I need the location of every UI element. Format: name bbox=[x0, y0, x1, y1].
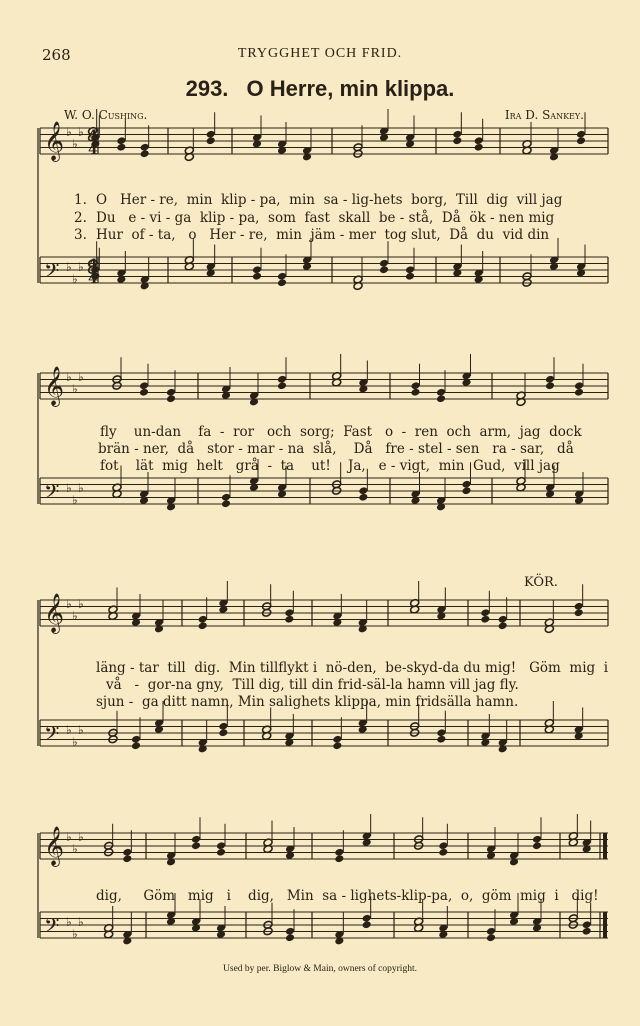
bass-clef-icon: 𝄢 bbox=[44, 914, 60, 942]
notehead bbox=[206, 136, 216, 145]
notehead bbox=[480, 615, 490, 624]
notehead bbox=[122, 854, 132, 863]
lyric-line: brän - ner, då stor - mar - na slå, Då fre - stel - sen ra - sar, då bbox=[98, 441, 574, 457]
notehead bbox=[486, 933, 496, 942]
chorus-label: KÖR. bbox=[524, 575, 558, 590]
notehead bbox=[498, 621, 508, 630]
notehead bbox=[545, 381, 555, 390]
notehead bbox=[438, 848, 448, 857]
lyric-line: fot lät mig helt grå - ta ut! Ja, e - vigt, min Gud, vill jag bbox=[100, 458, 560, 474]
lyric-line: dig, Göm mig i dig, Min sa - lighets-klip-pa, o, göm mig i dig! bbox=[96, 888, 599, 904]
notehead bbox=[191, 841, 201, 850]
treble-clef-icon: 𝄞 bbox=[44, 593, 65, 633]
notehead bbox=[532, 841, 542, 850]
copyright-notice: Used by per. Biglow & Main, owners of copyright. bbox=[223, 964, 417, 974]
notehead bbox=[574, 388, 584, 397]
flat-icon: ♭ bbox=[66, 915, 72, 929]
notehead bbox=[252, 272, 262, 281]
flat-icon: ♭ bbox=[66, 597, 72, 611]
flat-icon: ♭ bbox=[78, 723, 84, 737]
flat-icon: ♭ bbox=[78, 125, 84, 139]
flat-icon: ♭ bbox=[72, 735, 78, 749]
lyric-line: 2. Du e - vi - ga klip - pa, som fast skall be - stå, Då ök - nen mig bbox=[74, 210, 555, 226]
page-number: 268 bbox=[42, 46, 71, 64]
notehead bbox=[116, 143, 126, 152]
hymn-title-text: O Herre, min klippa. bbox=[246, 76, 455, 101]
flat-icon: ♭ bbox=[66, 830, 72, 844]
flat-icon: ♭ bbox=[72, 609, 78, 623]
notehead bbox=[221, 499, 231, 508]
notehead bbox=[140, 149, 150, 158]
notehead bbox=[574, 608, 584, 617]
treble-clef-icon: 𝄞 bbox=[44, 121, 65, 161]
notehead bbox=[277, 381, 287, 390]
notehead bbox=[218, 728, 228, 737]
notehead bbox=[582, 927, 592, 936]
notehead bbox=[216, 848, 226, 857]
flat-icon: ♭ bbox=[72, 927, 78, 941]
notehead bbox=[284, 615, 294, 624]
flat-icon: ♭ bbox=[66, 125, 72, 139]
flat-icon: ♭ bbox=[66, 723, 72, 737]
flat-icon: ♭ bbox=[66, 481, 72, 495]
notehead bbox=[436, 394, 446, 403]
flat-icon: ♭ bbox=[78, 370, 84, 384]
notehead bbox=[358, 493, 368, 502]
notehead bbox=[277, 278, 287, 287]
lyric-line: 1. O Her - re, min klip - pa, min sa - lig-hets borg, Till dig vill jag bbox=[74, 192, 563, 208]
flat-icon: ♭ bbox=[72, 382, 78, 396]
hymn-number: 293. bbox=[185, 76, 229, 101]
time-signature: 4 bbox=[88, 271, 98, 287]
lyric-line: läng - tar till dig. Min tillflykt i nö-den, be-skyd-da du mig! Göm mig i bbox=[96, 660, 609, 676]
notehead bbox=[461, 486, 471, 495]
notehead bbox=[452, 136, 462, 145]
treble-clef-icon: 𝄞 bbox=[44, 826, 65, 866]
notehead bbox=[405, 272, 415, 281]
lyric-line: vå - gor-na gny, Till dig, till din frid-säl-la hamn vill jag fly. bbox=[106, 677, 519, 693]
notehead bbox=[166, 394, 176, 403]
bass-clef-icon: 𝄢 bbox=[44, 259, 60, 287]
flat-icon: ♭ bbox=[72, 272, 78, 286]
flat-icon: ♭ bbox=[78, 597, 84, 611]
time-signature: 4 bbox=[88, 257, 98, 273]
notehead bbox=[131, 741, 141, 750]
lyric-line: fly un-dan fa - ror och sorg; Fast o - ren och arm, jag dock bbox=[100, 424, 582, 440]
notehead bbox=[379, 265, 389, 274]
lyric-line: 3. Hur of - ta, o Her - re, min jäm - mer tog slut, Då du vid din bbox=[74, 227, 550, 243]
time-signature: 4 bbox=[88, 128, 98, 144]
author: W. O. Cushing. bbox=[64, 108, 148, 122]
lyric-line: sjun - ga ditt namn, Min salighets klippa, min fridsälla hamn. bbox=[96, 694, 519, 710]
notehead bbox=[334, 854, 344, 863]
notehead bbox=[285, 933, 295, 942]
flat-icon: ♭ bbox=[78, 481, 84, 495]
bass-clef-icon: 𝄢 bbox=[44, 480, 60, 508]
notehead bbox=[332, 741, 342, 750]
time-signature: 4 bbox=[88, 142, 98, 158]
treble-clef-icon: 𝄞 bbox=[44, 366, 65, 406]
flat-icon: ♭ bbox=[66, 260, 72, 274]
notehead bbox=[474, 143, 484, 152]
flat-icon: ♭ bbox=[72, 842, 78, 856]
notehead bbox=[198, 621, 208, 630]
flat-icon: ♭ bbox=[72, 137, 78, 151]
notehead bbox=[576, 136, 586, 145]
flat-icon: ♭ bbox=[78, 830, 84, 844]
flat-icon: ♭ bbox=[72, 493, 78, 507]
notehead bbox=[436, 735, 446, 744]
flat-icon: ♭ bbox=[78, 260, 84, 274]
composer: Ira D. Sankey. bbox=[504, 108, 584, 122]
flat-icon: ♭ bbox=[78, 915, 84, 929]
notehead bbox=[139, 388, 149, 397]
running-head: TRYGGHET OCH FRID. bbox=[237, 46, 403, 61]
notehead bbox=[362, 920, 372, 929]
notehead bbox=[410, 388, 420, 397]
flat-icon: ♭ bbox=[66, 370, 72, 384]
bass-clef-icon: 𝄢 bbox=[44, 722, 60, 750]
